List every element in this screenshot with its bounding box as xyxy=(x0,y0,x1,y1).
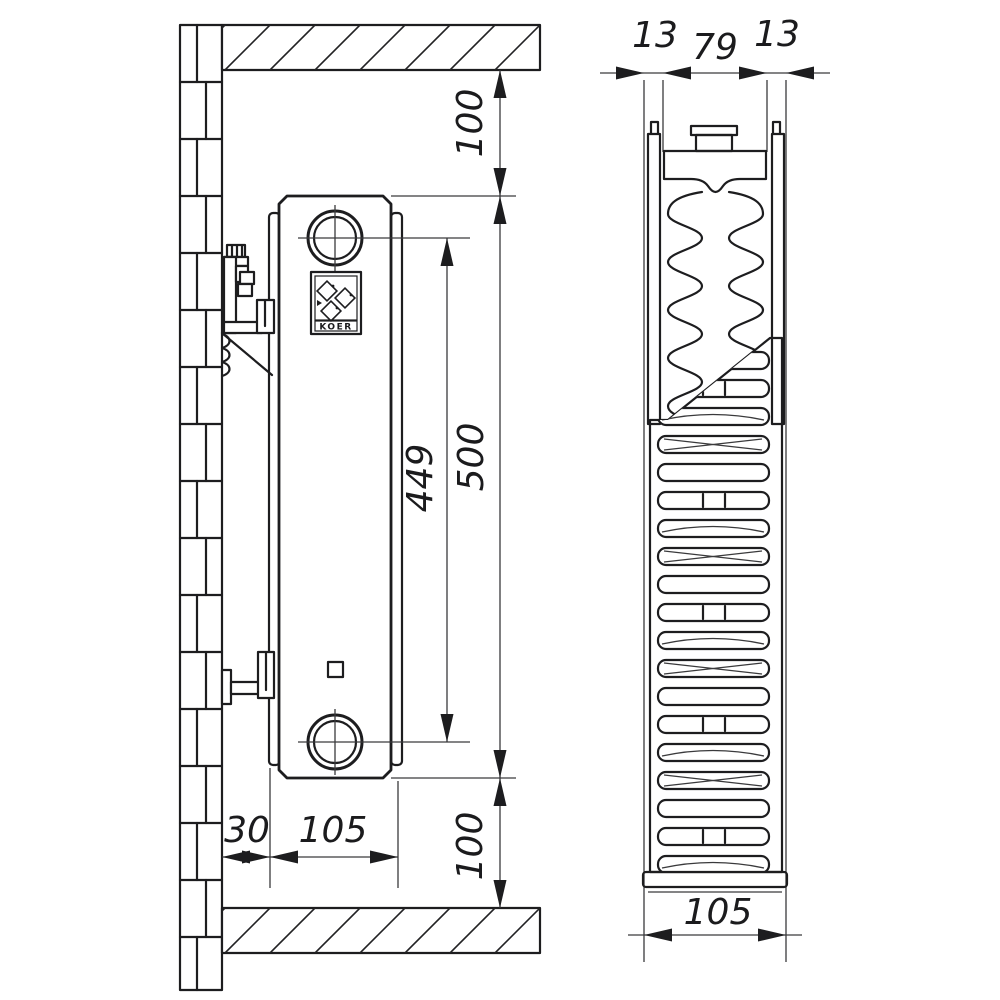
ceiling xyxy=(180,25,585,70)
dim-label-height: 500 xyxy=(451,422,492,492)
radiator-section-view xyxy=(643,80,787,962)
dim-label-top-clearance: 100 xyxy=(450,88,491,158)
top-wall-bracket xyxy=(222,245,274,376)
bottom-wall-bracket xyxy=(222,652,274,704)
logo-text: KOER xyxy=(319,322,353,333)
dim-label-depth: 105 xyxy=(298,810,368,851)
dim-label-panel-left: 13 xyxy=(632,15,678,56)
radiator-side-view xyxy=(269,196,402,778)
base-plate xyxy=(643,872,787,887)
dim-label-core-width: 79 xyxy=(692,27,738,68)
dim-label-pipe-spacing: 449 xyxy=(400,443,441,513)
floor xyxy=(180,908,585,953)
left-panel xyxy=(648,134,660,424)
grille-slats xyxy=(658,352,769,873)
top-header xyxy=(664,151,766,192)
dim-label-total-depth: 105 xyxy=(683,892,753,933)
dim-label-panel-right: 13 xyxy=(754,14,800,55)
drain-plug-square xyxy=(328,662,343,677)
dim-label-bottom-clearance: 100 xyxy=(450,811,491,881)
weld-wavy-line xyxy=(222,334,230,376)
dim-label-wall-clearance: 30 xyxy=(224,810,270,851)
brick-wall xyxy=(180,25,222,990)
koer-logo xyxy=(311,272,361,334)
bracket-rod xyxy=(231,682,261,694)
top-plug xyxy=(691,126,737,151)
